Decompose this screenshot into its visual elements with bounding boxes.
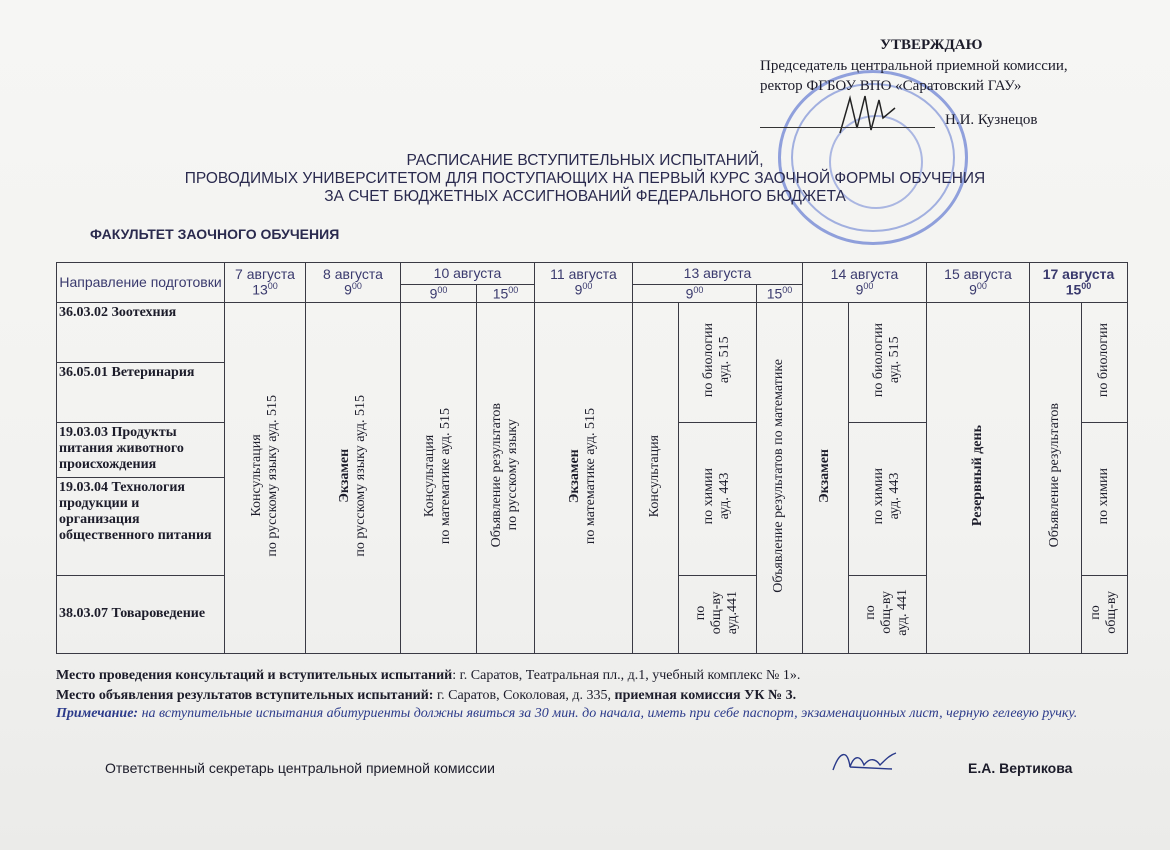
results-math-cell <box>757 303 803 654</box>
cell-text <box>249 395 281 557</box>
minutes-label: 00 <box>863 281 874 292</box>
date-header-14aug <box>803 263 927 303</box>
social-consult-cell <box>679 576 757 654</box>
venue-note <box>56 668 800 684</box>
date-label: 11 августа <box>550 266 617 283</box>
cell-line: по <box>1088 604 1104 620</box>
minutes-label: 00 <box>351 281 362 292</box>
cell-line: по <box>863 604 879 620</box>
hour-label: 9 <box>969 281 977 298</box>
secretary-title: Ответственный секретарь центральной приемной комиссии <box>105 760 495 776</box>
approval-name: Н.И. Кузнецов <box>945 112 1038 128</box>
secretary-signature <box>830 745 900 780</box>
exam-russian-cell <box>306 303 401 654</box>
cell-line: общ-ву <box>709 590 725 634</box>
hour-label: 9 <box>574 281 583 298</box>
consultation-cell <box>633 303 679 654</box>
hour-label: 9 <box>429 285 438 302</box>
cell-text <box>701 323 733 397</box>
direction-cell: 38.03.07 Товароведение <box>57 576 225 654</box>
date-header-7aug <box>225 263 306 303</box>
cell-line: по русскому языку ауд. 515 <box>353 394 368 557</box>
cell-line: Экзамен <box>567 448 583 503</box>
hour-label: 15 <box>492 285 509 302</box>
heading-line-3: ЗА СЧЕТ БЮДЖЕТНЫХ АССИГНОВАНИЙ ФЕДЕРАЛЬНОГО БЮДЖЕТА <box>324 188 846 205</box>
cell-line: общ-ву <box>879 590 895 634</box>
hour-label: 15 <box>1065 281 1082 298</box>
results-place-label: Место объявления результатов вступительных испытаний: <box>56 688 434 703</box>
heading-line-1: РАСПИСАНИЕ ВСТУПИТЕЛЬНЫХ ИСПЫТАНИЙ, <box>406 152 764 169</box>
direction-cell: 19.03.04 Технология продукции и организация общественного питания <box>57 478 225 576</box>
cell-line: по химии <box>871 468 887 525</box>
cell-line: по биологии <box>871 323 887 398</box>
cell-text: Экзамен <box>817 448 833 503</box>
cell-line: по математике ауд. 515 <box>583 407 599 544</box>
cell-line: ауд. 441 <box>895 588 911 636</box>
cell-text: Объявление результатов по математике <box>771 358 787 593</box>
approval-position: Председатель центральной приемной комиссии, <box>760 58 1068 74</box>
cell-line: ауд. 515 <box>717 336 733 384</box>
minutes-label: 00 <box>508 284 519 295</box>
social-exam-cell <box>849 576 927 654</box>
time-13aug-9 <box>633 285 757 303</box>
cell-text <box>871 468 903 524</box>
chemistry-consult-cell <box>679 423 757 576</box>
minutes-label: 00 <box>976 281 987 292</box>
exam-math-cell <box>535 303 633 654</box>
cell-line: ауд.441 <box>725 590 741 634</box>
note-label: Примечание: <box>56 706 139 721</box>
cell-line: по русскому языку <box>505 419 521 532</box>
cell-text: Резервный день <box>969 425 985 527</box>
date-label: 15 августа <box>944 266 1012 283</box>
venue-value: : г. Саратов, Театральная пл., д.1, учебный комплекс № 1». <box>452 668 801 683</box>
cell-text <box>567 408 599 544</box>
cell-line: по химии <box>701 468 717 525</box>
date-header-10aug: 10 августа <box>401 263 535 285</box>
hour-label: 9 <box>344 281 352 298</box>
cell-line: Объявление результатов <box>489 403 505 548</box>
date-label: 7 августа <box>235 266 295 283</box>
faculty-title: ФАКУЛЬТЕТ ЗАОЧНОГО ОБУЧЕНИЯ <box>90 226 340 242</box>
secretary-name: Е.А. Вертикова <box>968 760 1073 776</box>
cell-line: ауд. 443 <box>887 473 903 521</box>
minutes-label: 00 <box>782 284 793 295</box>
cell-line: общ-ву <box>1104 590 1120 634</box>
cell-text: по химии <box>1096 468 1112 525</box>
time-10aug-15 <box>477 285 535 303</box>
cell-line: Экзамен <box>336 448 352 503</box>
note-text: на вступительные испытания абитуриенты должны явиться за 30 мин. до начала, иметь при себе паспорт, экзаменационных лист, черную гелевую ручку. <box>138 706 1078 721</box>
chemistry-exam-cell <box>849 423 927 576</box>
minutes-label: 00 <box>1081 281 1092 292</box>
date-header-8aug <box>306 263 401 303</box>
date-header-11aug <box>535 263 633 303</box>
cell-text <box>693 591 741 634</box>
hour-label: 9 <box>855 281 864 298</box>
exam-cell <box>803 303 849 654</box>
approval-organization: ректор ФГБОУ ВПО «Саратовский ГАУ» <box>760 78 1022 94</box>
reserve-day-cell <box>927 303 1030 654</box>
time-13aug-15 <box>757 285 803 303</box>
schedule-table <box>56 262 1128 654</box>
direction-cell: 19.03.03 Продукты питания животного происхождения <box>57 423 225 478</box>
rector-signature <box>835 88 905 148</box>
direction-header: Направление подготовки <box>57 263 225 303</box>
cell-text <box>871 323 903 397</box>
cell-line: по биологии <box>701 323 717 398</box>
venue-label: Место проведения консультаций и вступительных испытаний <box>56 668 453 683</box>
cell-text <box>701 468 733 524</box>
signature-line <box>760 127 935 128</box>
results-place-tail: приемная комиссия УК № 3. <box>614 688 797 703</box>
cell-text <box>489 403 521 547</box>
results-place-value: г. Саратов, Соколовая, д. 335, <box>433 688 615 703</box>
cell-text: Объявление результатов <box>1047 403 1063 548</box>
date-label: 8 августа <box>323 266 383 283</box>
date-header-15aug <box>927 263 1030 303</box>
cell-line: ауд. 515 <box>887 336 903 384</box>
biology-exam-cell <box>849 303 927 423</box>
cell-text: по биологии <box>1096 323 1112 398</box>
date-header-17aug <box>1030 263 1128 303</box>
minutes-label: 00 <box>437 284 448 295</box>
minutes-label: 00 <box>693 284 704 295</box>
date-header-13aug: 13 августа <box>633 263 803 285</box>
biology-consult-cell <box>679 303 757 423</box>
direction-cell: 36.03.02 Зоотехния <box>57 303 225 363</box>
cell-line: по русскому языку ауд. 515 <box>265 394 280 557</box>
cell-text <box>863 589 911 636</box>
results-cell <box>1030 303 1082 654</box>
approval-title: УТВЕРЖДАЮ <box>880 37 983 53</box>
date-label: 14 августа <box>830 266 899 283</box>
hour-label: 9 <box>685 285 694 302</box>
biology-results-cell <box>1082 303 1128 423</box>
chemistry-results-cell <box>1082 423 1128 576</box>
cell-line: ауд. 443 <box>717 473 733 521</box>
results-place-note <box>56 688 796 704</box>
time-10aug-9 <box>401 285 477 303</box>
social-results-cell <box>1082 576 1128 654</box>
results-russian-cell <box>477 303 535 654</box>
cell-text <box>422 408 454 544</box>
consultation-math-cell <box>401 303 477 654</box>
cell-line: Консультация <box>422 434 438 517</box>
direction-cell: 36.05.01 Ветеринария <box>57 363 225 423</box>
minutes-label: 00 <box>267 281 278 292</box>
cell-text <box>337 395 369 557</box>
cell-line: Консультация <box>248 434 264 517</box>
date-label: 17 августа <box>1042 266 1115 283</box>
heading-line-2: ПРОВОДИМЫХ УНИВЕРСИТЕТОМ ДЛЯ ПОСТУПАЮЩИХ НА ПЕРВЫЙ КУРС ЗАОЧНОЙ ФОРМЫ ОБУЧЕНИЯ <box>184 170 986 187</box>
minutes-label: 00 <box>582 281 593 292</box>
cell-line: по <box>693 604 709 620</box>
hour-label: 15 <box>766 285 783 302</box>
hour-label: 13 <box>252 281 268 298</box>
cell-text: Консультация <box>647 434 663 517</box>
consultation-russian-cell <box>225 303 306 654</box>
note-paragraph <box>56 706 1126 722</box>
cell-line: по математике ауд. 515 <box>438 407 454 544</box>
cell-text <box>1088 591 1120 634</box>
